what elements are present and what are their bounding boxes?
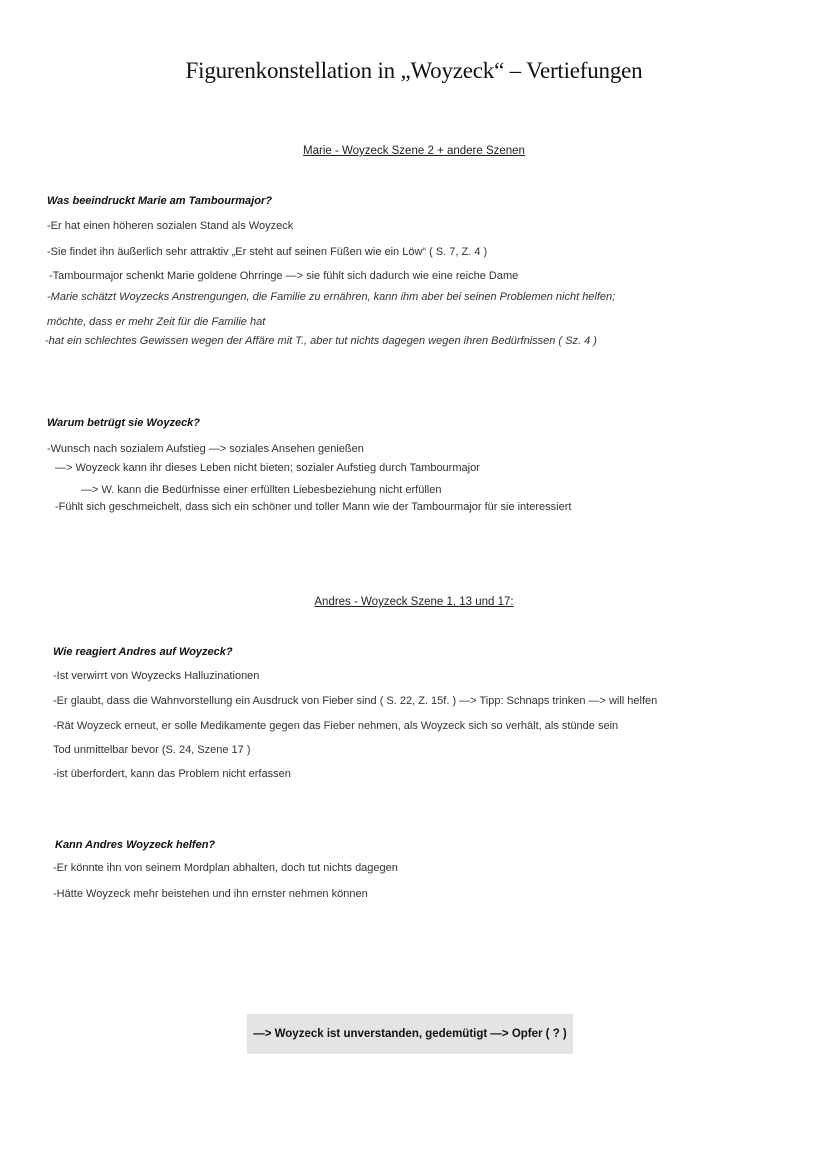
answer-line: -Sie findet ihn äußerlich sehr attraktiv „Er steht auf seinen Füßen wie ein Löw“ ( S. 7, Z. 4 ) [47, 246, 488, 258]
answer-line: -Er könnte ihn von seinem Mordplan abhalten, doch tut nichts dagegen [53, 862, 398, 874]
answer-line: -ist überfordert, kann das Problem nicht erfassen [53, 768, 291, 780]
section-heading-andres: Andres - Woyzeck Szene 1, 13 und 17: [314, 596, 514, 608]
answer-line: -Hätte Woyzeck mehr beistehen und ihn ernster nehmen können [53, 888, 368, 900]
answer-line: —> Woyzeck kann ihr dieses Leben nicht bieten; sozialer Aufstieg durch Tambourmajor [55, 462, 480, 474]
answer-line: -hat ein schlechtes Gewissen wegen der Affäre mit T., aber tut nichts dagegen wegen ihren Bedürfnissen ( Sz. 4 ) [45, 335, 597, 347]
answer-line: -Tambourmajor schenkt Marie goldene Ohrringe —> sie fühlt sich dadurch wie eine reiche Dame [49, 270, 519, 282]
conclusion-box [247, 1014, 573, 1054]
answer-line: möchte, dass er mehr Zeit für die Familie hat [47, 316, 266, 328]
question-helfen: Kann Andres Woyzeck helfen? [55, 839, 216, 851]
answer-line: -Rät Woyzeck erneut, er solle Medikamente gegen das Fieber nehmen, als Woyzeck sich so verhält, als stünde sein [53, 720, 619, 732]
answer-line: -Wunsch nach sozialem Aufstieg —> soziales Ansehen genießen [47, 443, 364, 455]
page-title: Figurenkonstellation in „Woyzeck“ – Vertiefungen [185, 58, 643, 83]
answer-line: —> W. kann die Bedürfnisse einer erfüllten Liebesbeziehung nicht erfüllen [81, 484, 442, 496]
answer-line: -Marie schätzt Woyzecks Anstrengungen, die Familie zu ernähren, kann ihm aber bei seinen Problemen nicht helfen; [47, 291, 616, 303]
question-beeindruckt: Was beeindruckt Marie am Tambourmajor? [47, 195, 272, 207]
answer-line: -Fühlt sich geschmeichelt, dass sich ein schöner und toller Mann wie der Tambourmajor für sie interessiert [55, 501, 572, 513]
answer-line: Tod unmittelbar bevor (S. 24, Szene 17 ) [53, 744, 251, 756]
answer-line: -Er hat einen höheren sozialen Stand als Woyzeck [47, 220, 294, 232]
answer-line: -Ist verwirrt von Woyzecks Halluzinationen [53, 670, 260, 682]
question-betruegt: Warum betrügt sie Woyzeck? [47, 417, 201, 429]
question-reagiert: Wie reagiert Andres auf Woyzeck? [53, 646, 233, 658]
answer-line: -Er glaubt, dass die Wahnvorstellung ein Ausdruck von Fieber sind ( S. 22, Z. 15f. ) —> Tipp: Schnaps trinken —> will helfen [53, 695, 658, 707]
section-heading-marie: Marie - Woyzeck Szene 2 + andere Szenen [303, 145, 525, 157]
conclusion-text: —> Woyzeck ist unverstanden, gedemütigt —> Opfer ( ? ) [253, 1028, 567, 1040]
